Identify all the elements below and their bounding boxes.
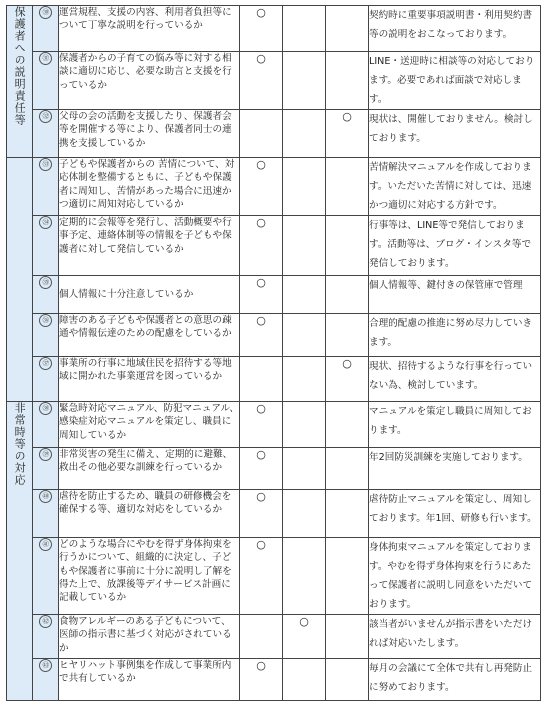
answer-yes: ○ (240, 659, 283, 701)
answer-no: ○ (283, 615, 326, 659)
answer-no (283, 52, 326, 110)
item-number: ㉝ (33, 158, 59, 216)
answer-yes (240, 110, 283, 158)
remarks-text: 現状、招待するような行事を行っていない為、検討しています。 (369, 357, 541, 402)
item-text: どのような場合にやむを得ず身体拘束を行うかについて、組織的に決定し、子どもや保護者に事前に十分に説明し了解を得た上で、放課後等デイサービス計画に記載しているか (59, 538, 240, 615)
answer-yes (240, 357, 283, 402)
answer-no (283, 216, 326, 276)
answer-unknown: ○ (326, 357, 369, 402)
item-number: ㉞ (33, 216, 59, 276)
item-number: ㉛ (33, 52, 59, 110)
remarks-text: マニュアルを策定し職員に周知しております。 (369, 402, 541, 448)
answer-unknown (326, 448, 369, 490)
item-text: 子どもや保護者からの 苦情について、対応体制を整備するともに、子どもや保護者に周知し、苦情があった場合に迅速かつ適切に周知対応しているか (59, 158, 240, 216)
answer-unknown (326, 158, 369, 216)
answer-no (283, 158, 326, 216)
answer-no (283, 448, 326, 490)
answer-yes: ○ (240, 158, 283, 216)
category-cell-emergency (7, 402, 33, 701)
item-number: ㊵ (33, 490, 59, 538)
item-number: ㊶ (33, 538, 59, 615)
item-number: ㊳ (33, 402, 59, 448)
answer-no (283, 357, 326, 402)
category-cell-parent-accountability (7, 6, 33, 158)
remarks-text: 年2回防災訓練を実施しております。 (369, 448, 541, 490)
answer-unknown (326, 659, 369, 701)
answer-unknown (326, 615, 369, 659)
item-number: ㊲ (33, 357, 59, 402)
remarks-text: LINE・送迎時に相談等の対応しております。必要であれば面談で対応します。 (369, 52, 541, 110)
item-number: ㊸ (33, 659, 59, 701)
remarks-text: 毎月の会議にて全体で共有し再発防止に努めております。 (369, 659, 541, 701)
answer-no (283, 402, 326, 448)
answer-no (283, 276, 326, 314)
answer-unknown (326, 6, 369, 52)
answer-yes: ○ (240, 490, 283, 538)
remarks-text: 合理的配慮の推進に努め尽力していきます。 (369, 314, 541, 357)
answer-unknown (326, 216, 369, 276)
answer-unknown (326, 490, 369, 538)
item-number: ㉜ (33, 110, 59, 158)
answer-no (283, 110, 326, 158)
item-text: 定期的に会報等を発行し、活動概要や行事予定、連絡体制等の情報を子どもや保護者に対して発信しているか (59, 216, 240, 276)
remarks-text: 個人情報等、鍵付きの保管庫で管理 (369, 276, 541, 314)
item-number: ㊴ (33, 448, 59, 490)
remarks-text: 現状は、開催しておりません。検討しております。 (369, 110, 541, 158)
category-label: 非常時等の対応 (13, 402, 27, 486)
item-text: 個人情報に十分注意しているか (59, 276, 240, 314)
answer-unknown (326, 52, 369, 110)
answer-unknown (326, 276, 369, 314)
category-label: 保護者への説明責任等 (13, 6, 27, 126)
item-text: 非常災害の発生に備え、定期的に避難、救出その他必要な訓練を行っているか (59, 448, 240, 490)
answer-no (283, 659, 326, 701)
answer-yes: ○ (240, 216, 283, 276)
item-number: ㉟ (33, 276, 59, 314)
answer-unknown (326, 314, 369, 357)
answer-yes: ○ (240, 52, 283, 110)
answer-yes (240, 615, 283, 659)
remarks-text: 身体拘束マニュアルを策定しております。やむを得ず身体拘束を行うにあたって保護者に説明し同意をいただいております。 (369, 538, 541, 615)
answer-yes: ○ (240, 538, 283, 615)
answer-no (283, 538, 326, 615)
item-text: 食物アレルギーのある子どもについて、医師の指示書に基づく対応がされているか (59, 615, 240, 659)
remarks-text: 該当者がいませんが指示書をいただければ対応いたします。 (369, 615, 541, 659)
item-text: 障害のある子どもや保護者との意思の疎通や情報伝達のための配慮をしているか (59, 314, 240, 357)
answer-yes: ○ (240, 6, 283, 52)
item-text: 緊急時対応マニュアル、防犯マニュアル、感染症対応マニュアルを策定し、職員に周知しているか (59, 402, 240, 448)
item-text: 運営規程、支援の内容、利用者負担等について丁寧な説明を行っているか (59, 6, 240, 52)
remarks-text: 行事等は、LINE等で発信しております。活動等は、ブログ・インスタ等で発信しております。 (369, 216, 541, 276)
item-text: ヒヤリハット事例集を作成して事業所内で共有しているか (59, 659, 240, 701)
item-text: 父母の会の活動を支援したり、保護者会等を開催する等により、保護者同士の連携を支援しているか (59, 110, 240, 158)
remarks-text: 苦情解決マニュアルを作成しております。いただいた苦情に対しては、迅速かつ適切に対応する方針です。 (369, 158, 541, 216)
item-text: 事業所の行事に地域住民を招待する等地域に開かれた事業運営を図っているか (59, 357, 240, 402)
answer-yes: ○ (240, 448, 283, 490)
item-number: ㊱ (33, 314, 59, 357)
answer-no (283, 490, 326, 538)
answer-unknown (326, 538, 369, 615)
item-text: 保護者からの子育ての悩み等に対する相談に適切に応じ、必要な助言と支援を行っているか (59, 52, 240, 110)
evaluation-table (6, 5, 541, 701)
answer-no (283, 314, 326, 357)
answer-no (283, 6, 326, 52)
item-text: 虐待を防止するため、職員の研修機会を確保する等、適切な対応をしているか (59, 490, 240, 538)
answer-yes: ○ (240, 402, 283, 448)
remarks-text: 虐待防止マニュアルを策定し、周知しております。年1回、研修も行います。 (369, 490, 541, 538)
answer-unknown: ○ (326, 110, 369, 158)
category-cell-blank (7, 158, 33, 402)
item-number: ㉚ (33, 6, 59, 52)
remarks-text: 契約時に重要事項説明書・利用契約書等の説明をおこなっております。 (369, 6, 541, 52)
answer-unknown (326, 402, 369, 448)
item-number: ㊷ (33, 615, 59, 659)
answer-yes: ○ (240, 276, 283, 314)
answer-yes: ○ (240, 314, 283, 357)
